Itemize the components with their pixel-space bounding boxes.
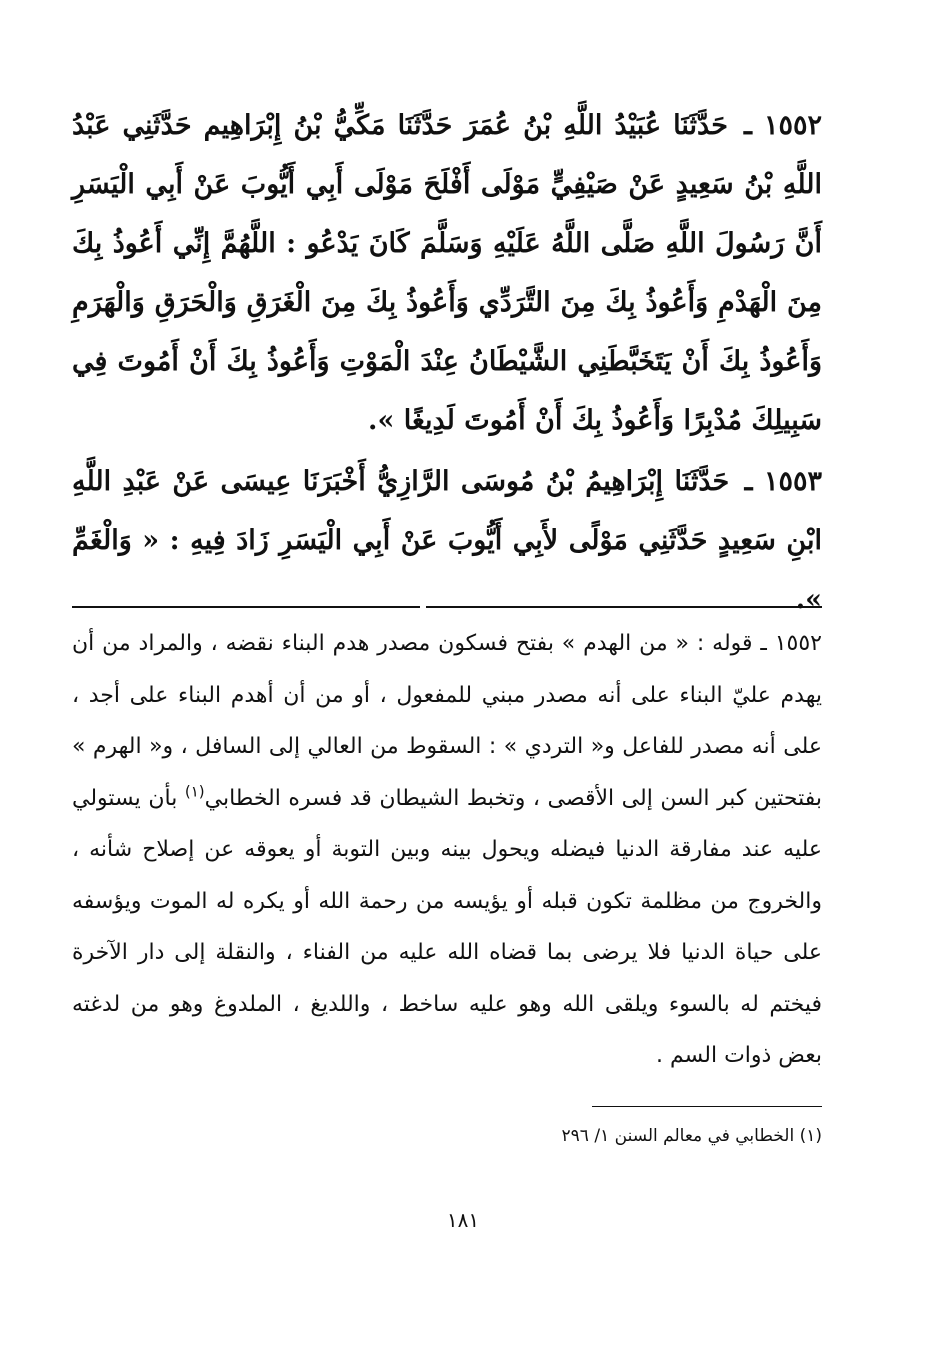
commentary-text-part2: بأن يستولي عليه عند مفارقة الدنيا فيضله ويحول بينه وبين التوبة أو يعوقه عن إصلاح شأنه ، والخروج من مظلمة تكون قبله أو يؤيسه من رحمة الله أو يكره له الموت ويؤسفه على حياة الدنيا فلا يرضى بما قضاه الله عليه من الفناء ، والنقلة إلى دار الآخرة فيختم له بالسوء ويلقى الله وهو عليه ساخط ، واللديغ ، الملدوغ وهو من لدغته بعض ذوات السم . [72, 785, 822, 1068]
hadith-number: ١٥٥٢ ـ [744, 110, 823, 141]
hadith-text: حَدَّثَنَا إِبْرَاهِيمُ بْنُ مُوسَى الرَّازِيُّ أَخْبَرَنَا عِيسَى عَنْ عَبْدِ اللَّهِ ابْنِ سَعِيدٍ حَدَّثَنِي مَوْلًى لأَبِي أَيُّوبَ عَنْ أَبِي الْيَسَرِ زَادَ فِيهِ : « وَالْغَمِّ ». [72, 466, 822, 615]
hadith-text: حَدَّثَنَا عُبَيْدُ اللَّهِ بْنُ عُمَرَ حَدَّثَنَا مَكِّيُّ بْنُ إِبْرَاهِيم حَدَّثَنِي عَبْدُ اللَّهِ بْنُ سَعِيدٍ عَنْ صَيْفِيٍّ مَوْلَى أَفْلَحَ مَوْلَى أَبِي أَيُّوبَ عَنْ أَبِي الْيَسَرِ أَنَّ رَسُولَ اللَّهِ صَلَّى اللَّهُ عَلَيْهِ وَسَلَّمَ كَانَ يَدْعُو : اللَّهُمَّ إِنِّي أَعُوذُ بِكَ مِنَ الْهَدْمِ وَأَعُوذُ بِكَ مِنَ التَّرَدِّي وَأَعُوذُ بِكَ مِنَ الْغَرَقِ وَالْحَرَقِ وَالْهَرَمِ وَأَعُوذُ بِكَ أَنْ يَتَخَبَّطَنِي الشَّيْطَانُ عِنْدَ الْمَوْتِ وَأَعُوذُ بِكَ أَنْ أَمُوتَ فِي سَبِيلِكَ مُدْبِرًا وَأَعُوذُ بِكَ أَنْ أَمُوتَ لَدِيغًا ». [72, 110, 822, 436]
hadith-1553 [72, 452, 822, 629]
footnote-divider [592, 1106, 822, 1107]
commentary-text-part1: ١٥٥٢ ـ قوله : « من الهدم » بفتح فسكون مصدر هدم البناء نقضه ، والمراد من أن يهدم عليّ البناء على أنه مصدر مبني للمفعول ، أو من أن أهدم البناء على أجد ، على أنه مصدر للفاعل و« التردي » : السقوط من العالي إلى السافل ، و« الهرم » بفتحتين كبر السن إلى الأقصى ، وتخبط الشيطان قد فسره الخطابي [72, 631, 822, 811]
section-divider-left [72, 606, 420, 608]
page-number: ١٨١ [446, 1208, 480, 1232]
hadith-number: ١٥٥٣ ـ [744, 466, 822, 497]
hadith-1552 [72, 96, 822, 450]
footnote [400, 1122, 822, 1150]
footnote-text: (١) الخطابي في معالم السنن ١/ ٢٩٦ [561, 1126, 822, 1146]
section-divider-right [426, 606, 822, 608]
commentary-block [72, 618, 822, 1082]
footnote-reference: (١) [184, 782, 205, 801]
